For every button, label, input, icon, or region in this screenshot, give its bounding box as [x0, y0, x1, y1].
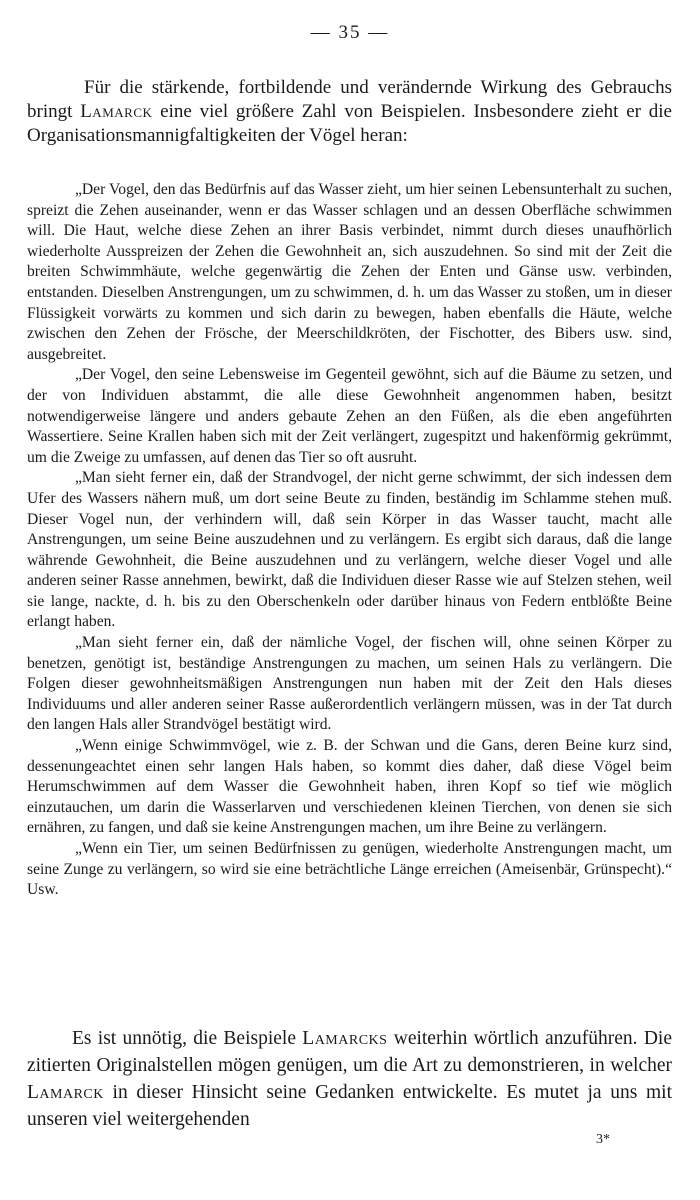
intro-text-2: eine viel größere Zahl von Beispielen. Insbesondere zieht er die Organisationsmannigfaltigkeiten der Vögel heran:	[27, 101, 672, 146]
quote-paragraph: „Der Vogel, den seine Lebensweise im Gegenteil gewöhnt, sich auf die Bäume zu setzen, und der von Individuen abstammt, die alle diese Gewohnheit angenommen haben, besitzt notwendigerweise längere und anders gebaute Zehen an den Füßen, als die eben angeführten Wassertiere. Seine Krallen haben sich mit der Zeit verlängert, zugespitzt und hakenförmig gekrümmt, um die Zweige zu umfassen, auf denen das Tier so oft ausruht.	[27, 366, 672, 466]
author-name: Lamarck	[80, 101, 153, 122]
signature-mark: 3*	[596, 1132, 610, 1147]
lamarck-quotation	[27, 180, 672, 901]
intro-paragraph	[27, 76, 672, 148]
quote-paragraph: „Man sieht ferner ein, daß der nämliche Vogel, der fischen will, ohne seinen Körper zu benetzen, genötigt ist, beständige Anstrengungen zu machen, um seinen Hals zu verlängern. Die Folgen dieser gewohnheitsmäßigen Anstrengungen nun haben mit der Zeit den Hals dieses Individuums und aller anderen seiner Rasse außerordentlich verlängern müssen, was in der Tat durch den langen Hals aller Strandvögel bestätigt wird.	[27, 634, 672, 734]
author-name: Lamarck	[27, 1082, 104, 1103]
closing-paragraph	[27, 1025, 672, 1133]
closing-text-2: weiterhin wörtlich anzuführen. Die zitierten Originalstellen mögen genügen, um die Art zu demonstrieren, in welcher	[27, 1028, 672, 1076]
quote-paragraph: „Der Vogel, den das Bedürfnis auf das Wasser zieht, um hier seinen Lebensunterhalt zu suchen, spreizt die Zehen auseinander, wenn er das Wasser schlagen und an dessen Oberfläche schwimmen will. Die Haut, welche diese Zehen an ihrer Basis verbindet, nimmt durch dieses unaufhörlich wiederholte Ausspreizen der Zehen die Gewohnheit an, sich auszudehnen. So sind mit der Zeit die breiten Schwimmhäute, welche gegenwärtig die Zehen der Enten und Gänse usw. verbinden, entstanden. Dieselben Anstrengungen, um zu schwimmen, d. h. um das Wasser zu stoßen, um in dieser Flüssigkeit vorwärts zu kommen und sich darin zu bewegen, haben ebenfalls die Häute, welche zwischen den Zehen der Frösche, der Meerschildkröten, der Fischotter, des Bibers usw. sind, ausgebreitet.	[27, 181, 672, 363]
page-number: — 35 —	[310, 22, 390, 43]
intro-text-1: Für die stärkende, fortbildende und verändernde Wirkung des Gebrauchs bringt	[27, 77, 672, 122]
author-name: Lamarcks	[302, 1028, 388, 1049]
closing-text-3: in dieser Hinsicht seine Gedanken entwickelte. Es mutet ja uns mit unseren viel weitergehenden	[27, 1082, 672, 1130]
quote-paragraph: „Wenn einige Schwimmvögel, wie z. B. der Schwan und die Gans, deren Beine kurz sind, dessenungeachtet einen sehr langen Hals haben, so kommt dies daher, daß diese Vögel beim Herumschwimmen auf dem Wasser die Gewohnheit haben, ihren Kopf so tief wie möglich einzutauchen, um darin die Wasserlarven und verschiedenen kleinen Tierchen, von denen sie sich ernähren, zu fangen, und daß sie keine Anstrengungen machen, um ihre Beine zu verlängern.	[27, 737, 672, 837]
quote-paragraph: „Wenn ein Tier, um seinen Bedürfnissen zu genügen, wiederholte Anstrengungen macht, um seine Zunge zu verlängern, so wird sie eine beträchtliche Länge erreichen (Ameisenbär, Grünspecht).“ Usw.	[27, 840, 672, 899]
closing-text-1: Es ist unnötig, die Beispiele	[72, 1028, 303, 1049]
quote-paragraph: „Man sieht ferner ein, daß der Strandvogel, der nicht gerne schwimmt, der sich indessen dem Ufer des Wassers nähern muß, um dort seine Beute zu finden, beständig im Schlamme stehen muß. Dieser Vogel nun, der verhindern will, daß sein Körper in das Wasser taucht, macht alle Anstrengungen, um seine Beine auszudehnen und zu verlängern. Es ergibt sich daraus, daß die lange währende Gewohnheit, die Beine auszudehnen und zu verlängern, welche dieser Vogel und alle anderen seiner Rasse annehmen, bewirkt, daß die Individuen dieser Rasse wie auf Stelzen stehen, weil sie lange, nackte, d. h. bis zu den Oberschenkeln oder darüber hinaus von Federn entblößte Beine erlangt haben.	[27, 469, 672, 631]
